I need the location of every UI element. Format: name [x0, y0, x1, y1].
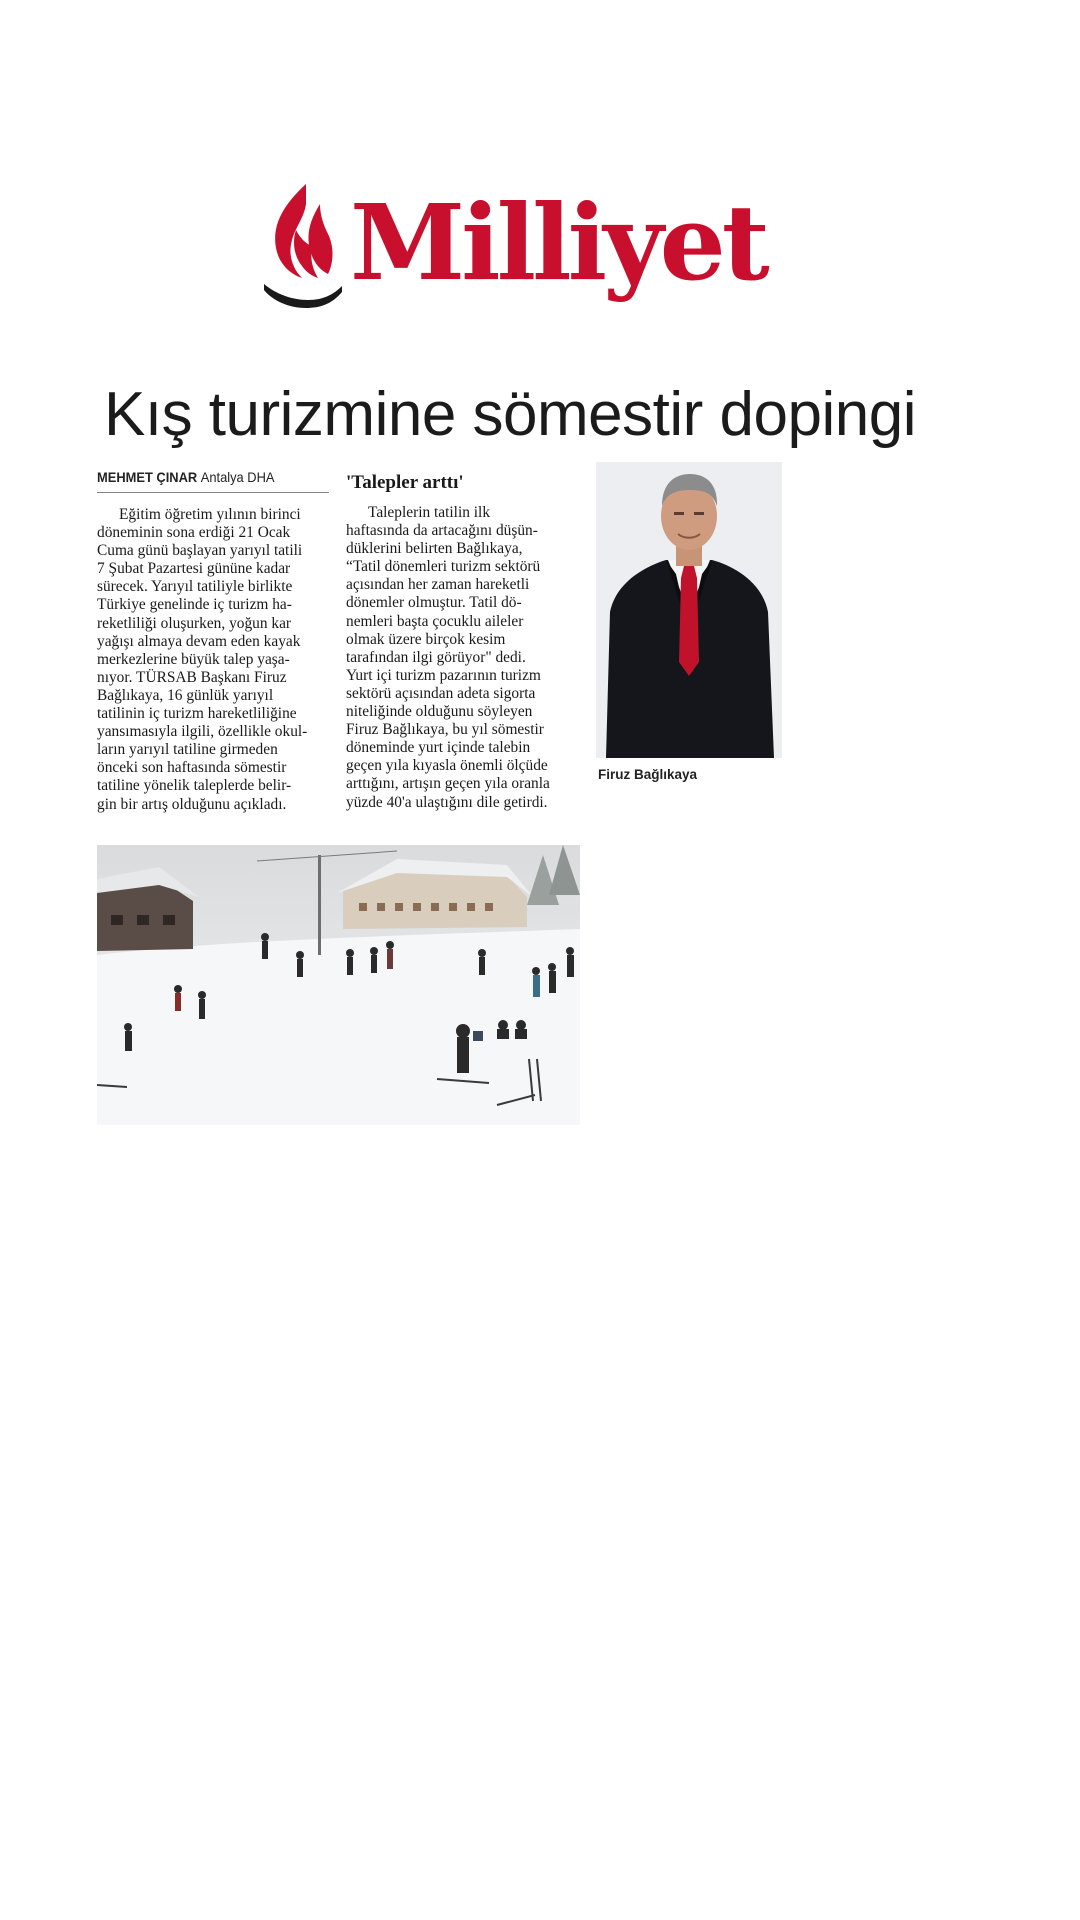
body-line: Bağlıkaya, 16 günlük yarıyıl — [97, 686, 274, 704]
body-line: önceki son haftasında sömestir — [97, 759, 287, 777]
body-line: gin bir artış olduğunu açıkladı. — [97, 795, 287, 813]
body-line: yüzde 40'a ulaştığını dile getirdi. — [346, 793, 548, 811]
body-line: dönemler olmuştur. Tatil dö- — [346, 594, 522, 612]
body-column-1 — [97, 506, 329, 814]
body-line: ların yarıyıl tatiline girmeden — [97, 741, 278, 759]
body-line: reketliliği oluşurken, yoğun kar — [97, 614, 292, 632]
masthead-wordmark: Milliyet — [350, 181, 766, 304]
byline-location: Antalya DHA — [200, 469, 275, 485]
body-line: Türkiye genelinde iç turizm ha- — [97, 596, 292, 614]
body-line: sürecek. Yarıyıl tatiliyle birlikte — [97, 578, 293, 596]
body-line: düklerini belirten Bağlıkaya, — [346, 540, 523, 558]
portrait-illustration — [596, 462, 782, 758]
body-line: olmak üzere birçok kesim — [346, 630, 506, 648]
byline-author: MEHMET ÇINAR — [97, 469, 198, 485]
body-line: nıyor. TÜRSAB Başkanı Firuz — [97, 668, 287, 686]
subhead: 'Talepler arttı' — [346, 472, 464, 493]
body-line: “Tatil dönemleri turizm sektörü — [346, 558, 541, 576]
body-line: tatilinin iç turizm hareketliliğine — [97, 705, 297, 723]
body-line: 7 Şubat Pazartesi gününe kadar — [97, 560, 291, 578]
ski-slope-illustration — [97, 845, 580, 1125]
headline: Kış turizmine sömestir dopingi — [104, 380, 916, 449]
portrait-caption: Firuz Bağlıkaya — [598, 767, 698, 782]
body-line: döneminin sona erdiği 21 Ocak — [97, 524, 291, 542]
body-line: nemleri başta çocuklu aileler — [346, 612, 524, 630]
byline — [97, 469, 275, 485]
body-line: haftasında da artacağını düşün- — [346, 522, 538, 540]
body-line: Eğitim öğretim yılının birinci — [119, 506, 301, 523]
ski-slope-photo — [97, 845, 580, 1125]
body-line: yansımasıyla ilgili, özellikle okul- — [97, 723, 308, 741]
body-line: merkezlerine büyük talep yaşa- — [97, 650, 290, 668]
body-column-2 — [346, 504, 578, 812]
body-line: Taleplerin tatilin ilk — [368, 504, 491, 521]
body-line: Yurt içi turizm pazarının turizm — [346, 666, 541, 684]
body-line: sektörü açısından adeta sigorta — [346, 684, 536, 702]
body-line: Cuma günü başlayan yarıyıl tatili — [97, 542, 303, 560]
body-line: tarafından ilgi görüyor" dedi. — [346, 648, 526, 666]
portrait-photo — [596, 462, 782, 758]
body-line: niteliğinde olduğunu söyleyen — [346, 703, 533, 721]
body-line: açısından her zaman hareketli — [346, 576, 530, 594]
body-line: geçen yıla kıyasla önemli ölçüde — [346, 757, 548, 775]
body-line: yağışı almaya devam eden kayak — [97, 632, 301, 650]
body-line: arttığını, artışın geçen yıla oranla — [346, 775, 550, 793]
flame-logo-icon — [262, 182, 344, 310]
body-line: tatiline yönelik taleplerde belir- — [97, 777, 292, 795]
byline-rule — [97, 492, 329, 493]
masthead — [262, 182, 818, 318]
body-line: döneminde yurt içinde talebin — [346, 739, 531, 757]
body-line: Firuz Bağlıkaya, bu yıl sömestir — [346, 721, 544, 739]
